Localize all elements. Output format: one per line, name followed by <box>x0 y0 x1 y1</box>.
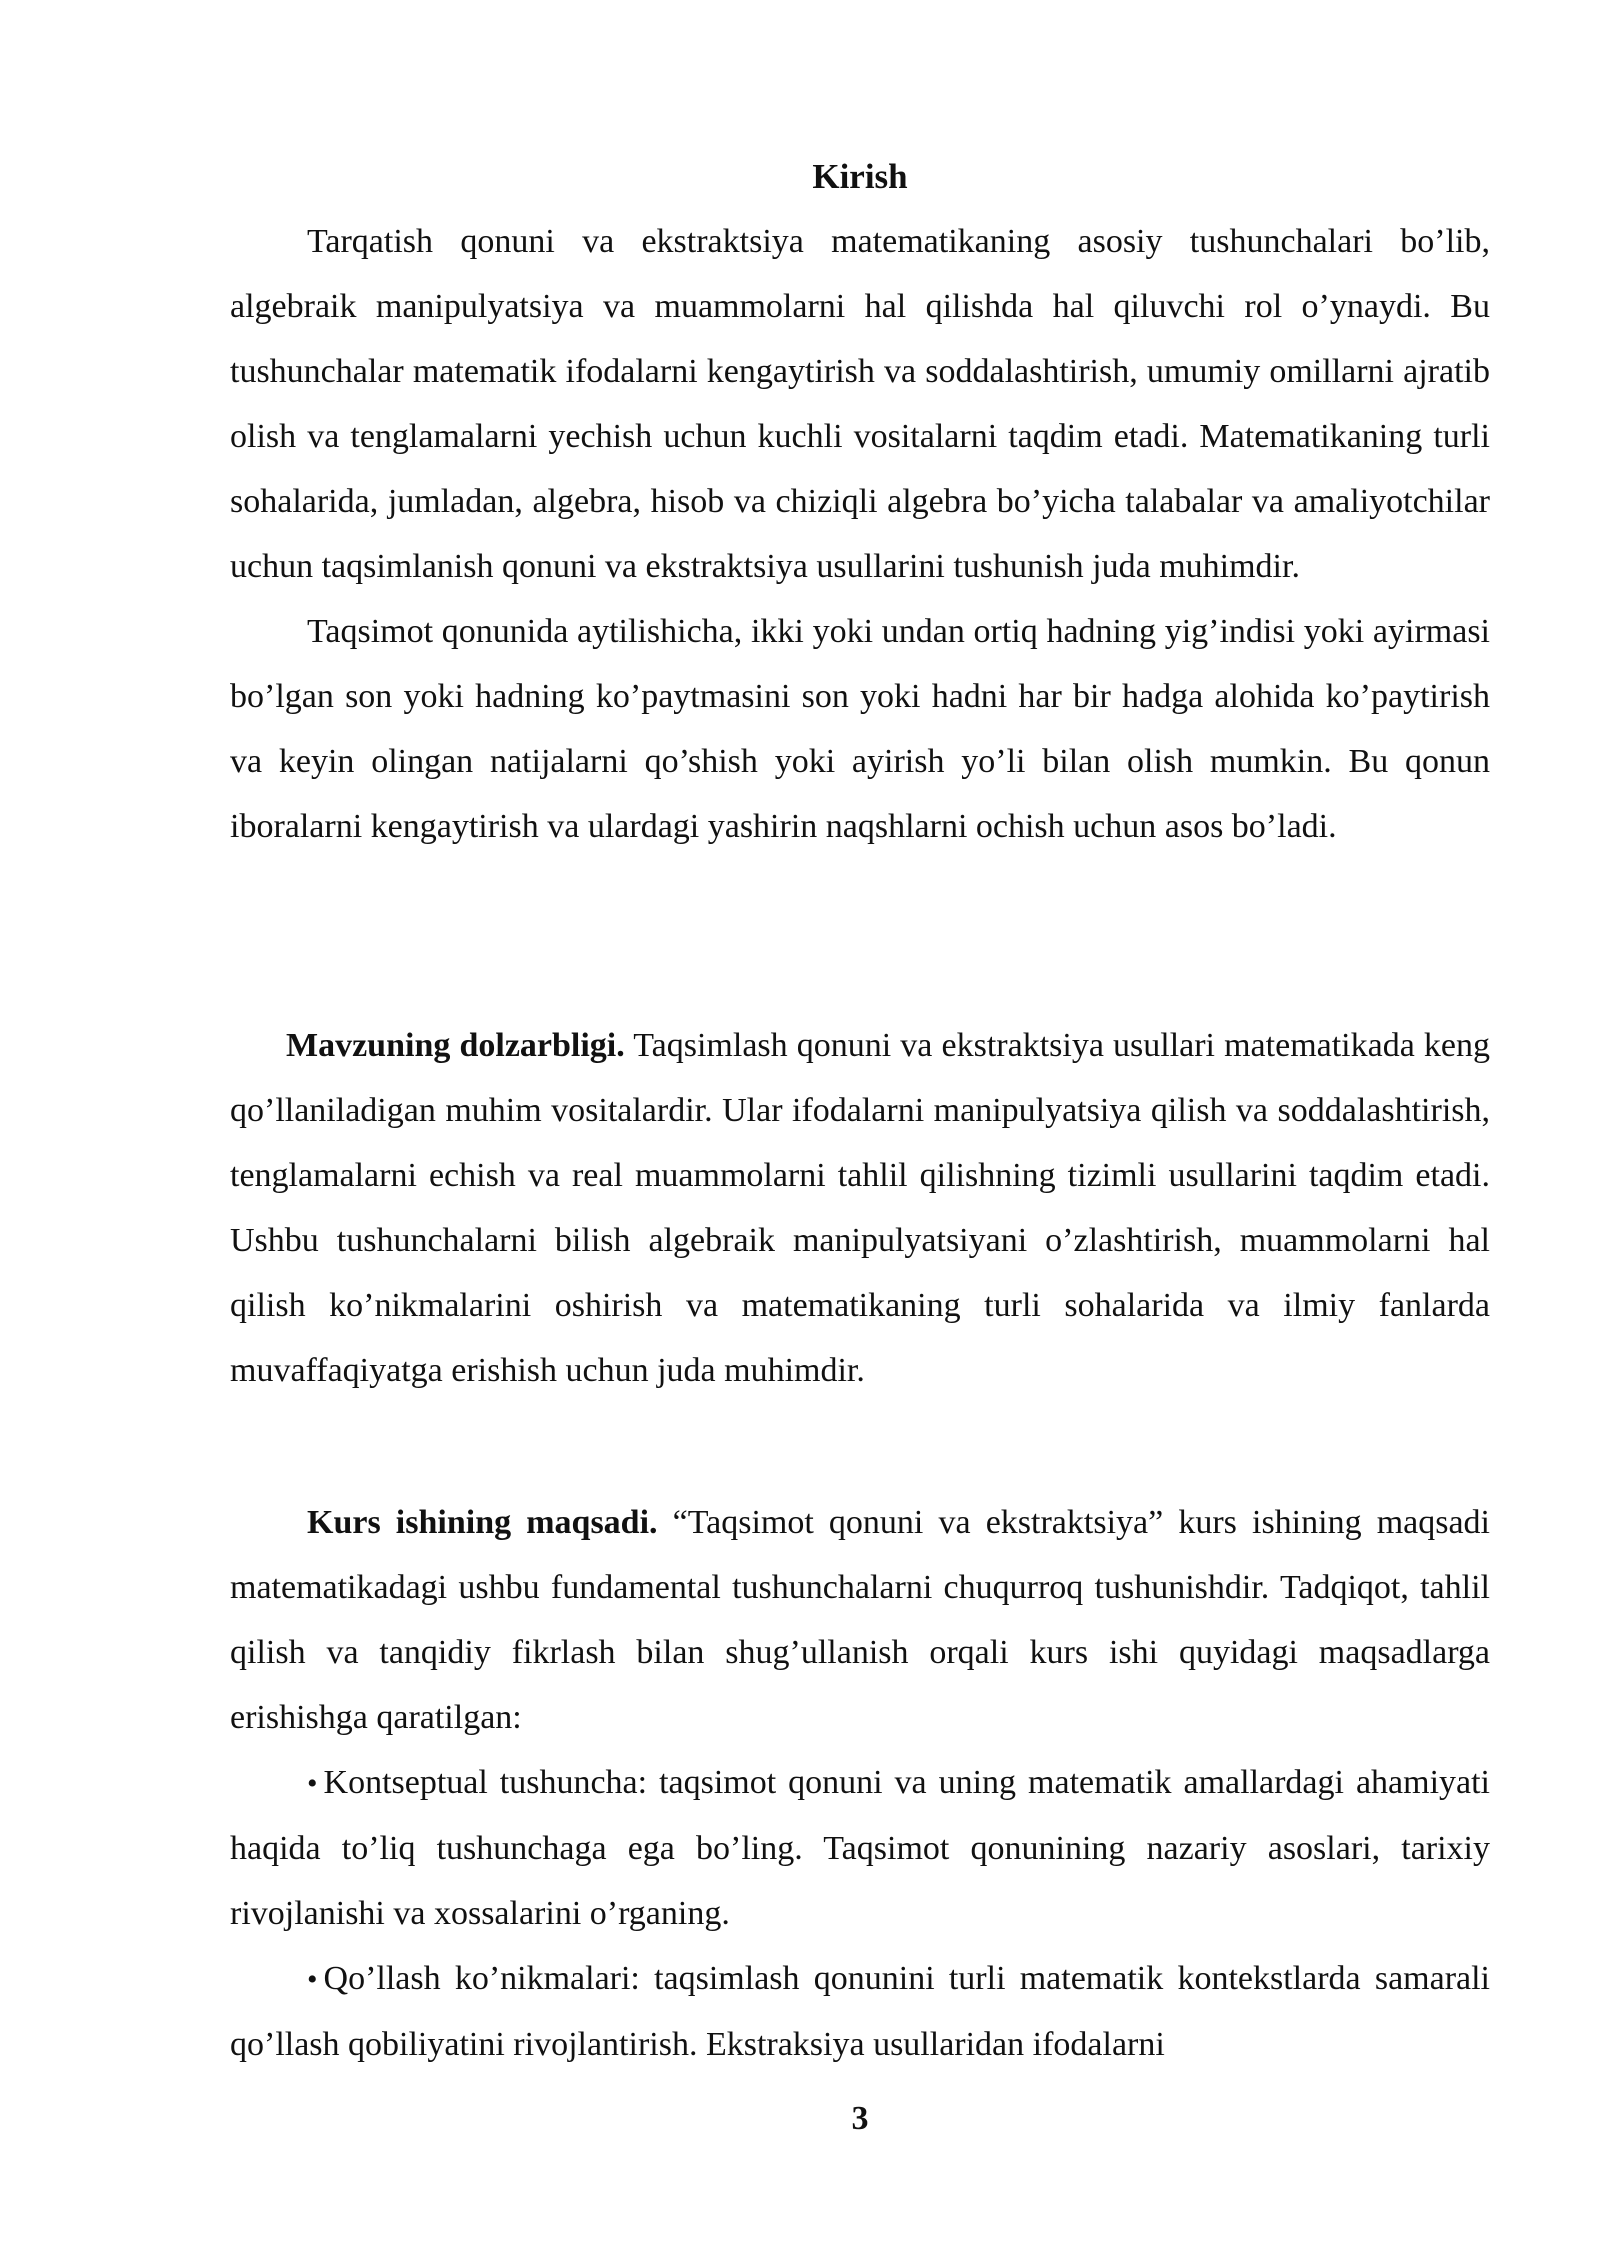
goal-heading: Kurs ishining maqsadi. <box>307 1504 658 1541</box>
bullet-text: Kontseptual tushuncha: taqsimot qonuni va uning matematik amallardagi ahamiyati haqida to’liq tushunchaga ega bo’ling. Taqsimot qonunining nazariy asoslari, tarixiy rivojlanishi va xossalarini o’rganing. <box>230 1764 1490 1932</box>
bullet-icon: • <box>307 1767 318 1800</box>
page-number: 3 <box>851 2100 869 2137</box>
intro-paragraph-2: Taqsimot qonunida aytilishicha, ikki yoki undan ortiq hadning yig’indisi yoki ayirmasi bo’lgan son yoki hadning ko’paytmasini son yoki hadni har bir hadga alohida ko’paytirish va keyin olingan natijalarni qo’shish yoki ayirish yo’li bilan olish mumkin. Bu qonun iboralarni kengaytirish va ulardagi yashirin naqshlarni ochish uchun asos bo’ladi. <box>230 613 1490 845</box>
relevance-text: Taqsimlash qonuni va ekstraktsiya usullari matematikada keng qo’llaniladigan muhim vositalardir. Ular ifodalarni manipulyatsiya qilish va soddalashtirish, tenglamalarni echish va real muammolarni tahlil qilishning tizimli usullarini taqdim etadi. Ushbu tushunchalarni bilish algebraik manipulyatsiyani o’zlashtirish, muammolarni hal qilish ko’nikmalarini oshirish va matematikaning turli sohalarida va ilmiy fanlarda muvaffaqiyatga erishish uchun juda muhimdir. <box>230 1027 1491 1389</box>
bullet-icon: • <box>307 1963 318 1996</box>
bullet-text: Qo’llash ko’nikmalari: taqsimlash qonunini turli matematik kontekstlarda samarali qo’llash qobiliyatini rivojlantirish. Ekstraksiya usullaridan ifodalarni <box>230 1960 1490 2063</box>
page-title: Kirish <box>812 157 908 196</box>
relevance-heading: Mavzuning dolzarbligi. <box>286 1027 625 1064</box>
intro-section <box>230 209 1490 859</box>
goal-section <box>230 1490 1490 2077</box>
bullet-item <box>230 1946 1490 2077</box>
goal-text: “Taqsimot qonuni va ekstraktsiya” kurs ishining maqsadi matematikadagi ushbu fundamental tushunchalarni chuqurroq tushunishdir. Tadqiqot, tahlil qilish va tanqidiy fikrlash bilan shug’ullanish orqali kurs ishi quyidagi maqsadlarga erishishga qaratilgan: <box>230 1504 1490 1736</box>
relevance-paragraph <box>230 1013 1490 1403</box>
goal-paragraph <box>230 1490 1490 1750</box>
intro-paragraph-1: Tarqatish qonuni va ekstraktsiya matematikaning asosiy tushunchalari bo’lib, algebraik manipulyatsiya va muammolarni hal qilishda hal qiluvchi rol o’ynaydi. Bu tushunchalar matematik ifodalarni kengaytirish va soddalashtirish, umumiy omillarni ajratib olish va tenglamalarni yechish uchun kuchli vositalarni taqdim etadi. Matematikaning turli sohalarida, jumladan, algebra, hisob va chiziqli algebra bo’yicha talabalar va amaliyotchilar uchun taqsimlanish qonuni va ekstraktsiya usullarini tushunish juda muhimdir. <box>230 223 1490 585</box>
relevance-section <box>230 1013 1490 1403</box>
bullet-item <box>230 1750 1490 1946</box>
